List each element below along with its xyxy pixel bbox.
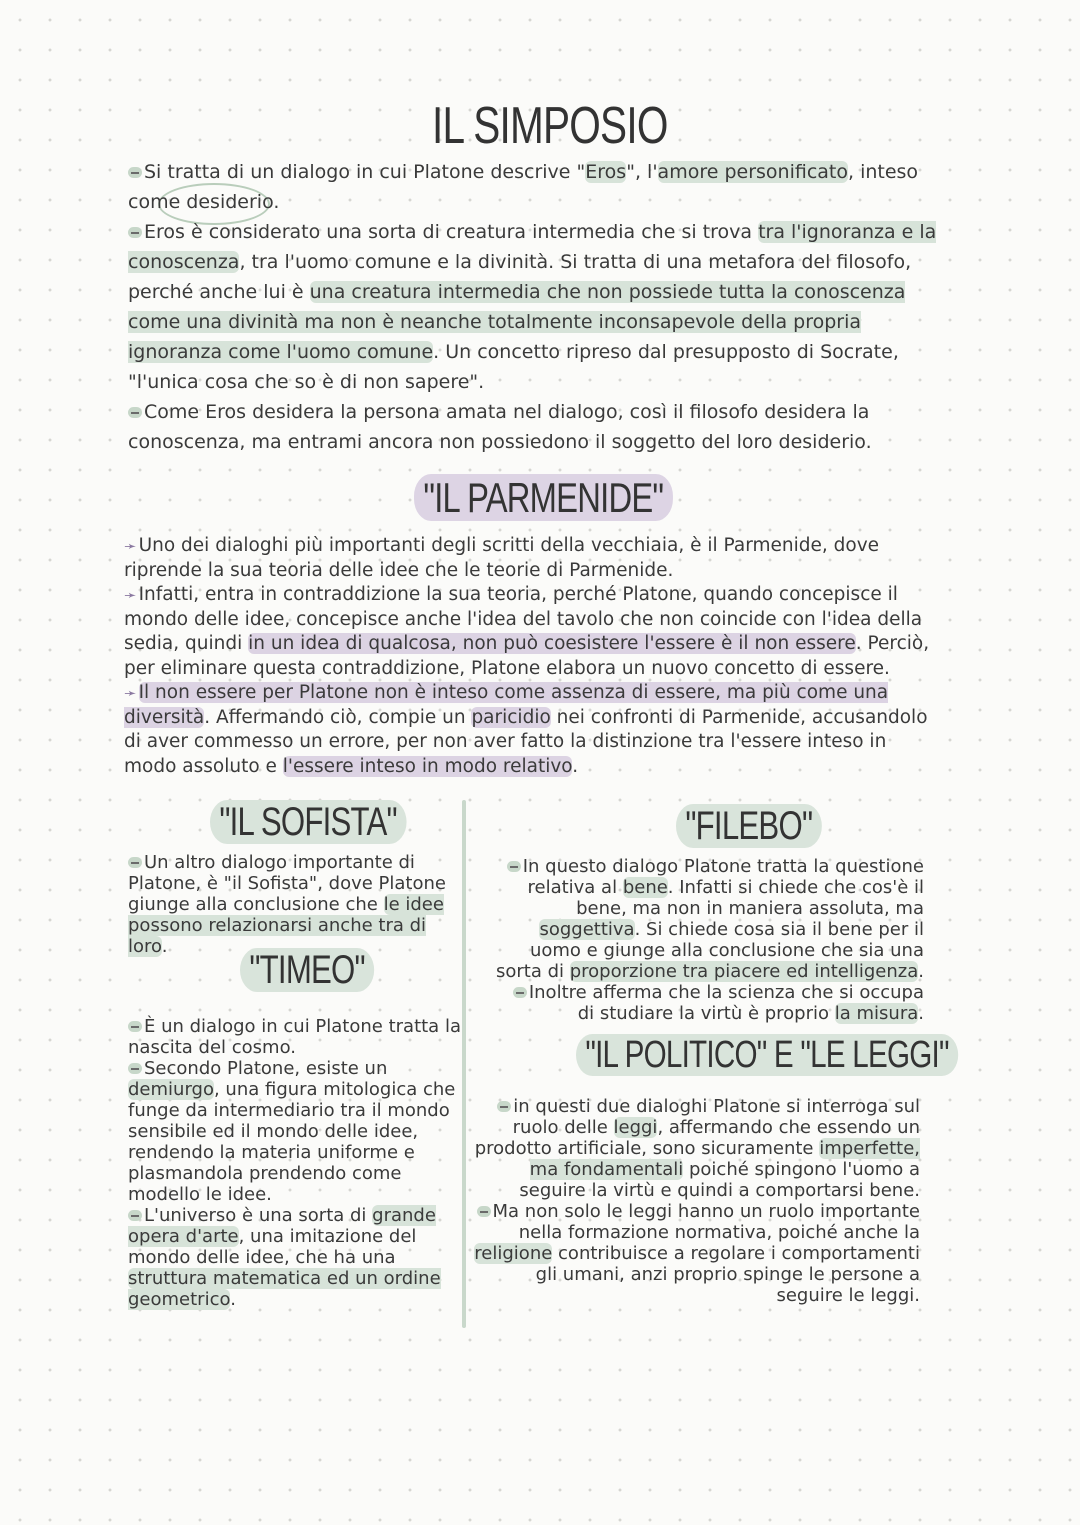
text: .: [572, 755, 579, 777]
highlight: la misura: [834, 1003, 919, 1024]
text: Inoltre afferma che la scienza che si occupa di studiare la virtù è proprio: [528, 982, 924, 1024]
text: nei confronti di Parmenide, accusandolo di aver commesso un errore, per non aver fatto la distinzione tra l'essere inteso in modo assoluto e: [124, 706, 928, 777]
timeo-section: [128, 1016, 462, 1310]
bullet-icon: [477, 1206, 491, 1217]
title-text: "TIMEO": [240, 948, 374, 992]
highlight: amore personificato: [657, 161, 848, 183]
text: , una figura mitologica che funge da intermediario tra il mondo sensibile ed il mondo delle idee, rendendo la materia uniforme e plasmandola prendendo come modello le idee.: [128, 1079, 456, 1205]
text: , una imitazione del mondo delle idee, che ha una: [128, 1226, 417, 1268]
text: , inteso come desiderio.: [128, 161, 919, 213]
bullet-icon: [497, 1101, 511, 1112]
text: .: [918, 1003, 924, 1024]
highlight: soggettiva: [539, 919, 635, 940]
highlight: in un idea di qualcosa, non può coesistere l'essere è il non essere: [248, 633, 856, 654]
bullet-icon: [128, 407, 142, 418]
title-simposio: IL SIMPOSIO: [432, 97, 668, 155]
bullet-icon: [128, 1063, 142, 1074]
arrow-icon: ➛: [124, 537, 137, 555]
text: . Affermando ciò, compie un: [204, 706, 472, 728]
highlight: Il non essere per Platone non è inteso come assenza di essere, ma più come una diversità: [124, 682, 889, 728]
highlight: demiurgo: [128, 1079, 214, 1100]
text: . Un concetto ripreso dal presupposto di Socrate, "l'unica cosa che so è di non sapere".: [128, 341, 899, 393]
highlight: struttura matematica ed un ordine geometrico: [128, 1268, 441, 1310]
bullet-icon: [128, 1021, 142, 1032]
text: .: [230, 1289, 236, 1310]
highlight: una creatura intermedia che non possiede tutta la conoscenza come una divinità ma non è neanche totalmente inconsapevole della propria ignoranza come l'uomo comune: [128, 281, 906, 363]
sofista-section: [128, 852, 448, 957]
timeo-paragraph-2: [128, 1058, 462, 1205]
simposio-paragraph-1: [128, 157, 938, 217]
simposio-paragraph-2: [128, 217, 938, 397]
column-divider: [462, 800, 466, 1328]
text: In questo dialogo Platone tratta la questione relativa al: [522, 856, 924, 898]
highlight: imperfette, ma fondamentali: [529, 1138, 920, 1180]
text: . Si chiede cosa sia il bene per il uomo e giunge alla conclusione che sia una sorta di: [495, 919, 924, 982]
highlight: paricidio: [471, 706, 551, 728]
bullet-icon: [513, 987, 527, 998]
text: Un altro dialogo importante di Platone, è "il Sofista", dove Platone giunge alla conclusione che: [128, 852, 446, 915]
text: , tra l'uomo comune e la divinità. Si tratta di una metafora del filosofo, perché anche lui è: [128, 251, 912, 303]
highlight: leggi: [613, 1117, 658, 1138]
bullet-icon: [128, 857, 142, 868]
text: Uno dei dialoghi più importanti degli scritti della vecchiaia, è il Parmenide, dove riprende la sua teoria delle idee che le teorie di Parmenide.: [124, 535, 880, 581]
highlight: proporzione tra piacere ed intelligenza: [569, 961, 919, 982]
highlight: religione: [474, 1243, 553, 1264]
text: Infatti, entra in contraddizione la sua teoria, perché Platone, quando concepisce il mondo delle idee, concepisce anche l'idea del tavolo che non coincide con l'idea della sedia, quindi: [124, 584, 923, 654]
filebo-paragraph-1: [492, 856, 924, 982]
bullet-icon: [128, 227, 142, 238]
parmenide-paragraph-3: [124, 681, 934, 779]
title-text: "FILEBO": [676, 804, 822, 848]
text: L'universo è una sorta di: [144, 1205, 373, 1226]
text: , affermando che essendo un prodotto artificiale, sono sicuramente: [474, 1117, 920, 1159]
title-filebo: [676, 804, 822, 849]
title-parmenide: [414, 474, 673, 522]
text: ", l': [626, 161, 658, 183]
sofista-paragraph-1: [128, 852, 448, 957]
highlight: l'essere inteso in modo relativo: [282, 755, 573, 777]
parmenide-paragraph-1: [124, 534, 934, 583]
text: Eros è considerato una sorta di creatura intermedia che si trova: [144, 221, 759, 243]
politico-paragraph-1: [474, 1096, 920, 1201]
timeo-paragraph-3: [128, 1205, 462, 1310]
text: È un dialogo in cui Platone tratta la nascita del cosmo.: [128, 1016, 461, 1058]
filebo-paragraph-2: [492, 982, 924, 1024]
highlight: tra l'ignoranza e la conoscenza: [128, 221, 937, 273]
bullet-icon: [128, 167, 142, 178]
text: in questi due dialoghi Platone si interroga sul ruolo delle: [512, 1096, 920, 1138]
highlight: grande opera d'arte: [128, 1205, 436, 1247]
text: .: [161, 936, 168, 957]
title-text: "IL PARMENIDE": [414, 474, 673, 521]
simposio-section: [128, 157, 938, 457]
text: Secondo Platone, esiste un: [144, 1058, 388, 1079]
title-politico-leggi: [576, 1034, 958, 1077]
text: Si tratta di un dialogo in cui Platone descrive ": [144, 161, 586, 183]
text: Ma non solo le leggi hanno un ruolo importante nella formazione normativa, poiché anche la: [492, 1201, 920, 1243]
text: .: [918, 961, 924, 982]
arrow-icon: ➛: [124, 586, 137, 604]
title-timeo: [240, 948, 374, 993]
arrow-icon: ➛: [124, 684, 137, 702]
timeo-paragraph-1: [128, 1016, 462, 1058]
politico-paragraph-2: [474, 1201, 920, 1306]
text: . Perciò, per eliminare questa contraddizione, Platone elabora un nuovo concetto di essere.: [124, 633, 930, 679]
bullet-icon: [507, 861, 521, 872]
text: contribuisce a regolare i comportamenti gli umani, anzi proprio spinge le persone a seguire le leggi.: [535, 1243, 920, 1306]
parmenide-section: [124, 534, 934, 779]
highlight: Eros: [585, 161, 627, 183]
filebo-section: [492, 856, 924, 1024]
highlight: le idee possono relazionarsi anche tra di loro: [128, 894, 444, 957]
text: Come Eros desidera la persona amata nel dialogo, così il filosofo desidera la conoscenza, ma entrami ancora non possiedono il soggetto del loro desiderio.: [128, 401, 872, 453]
highlight: bene: [622, 877, 668, 898]
simposio-paragraph-3: [128, 397, 938, 457]
title-text: "IL POLITICO" E "LE LEGGI": [576, 1034, 958, 1076]
text: . Infatti si chiede che cos'è il bene, ma non in maniera assoluta, ma: [576, 877, 924, 919]
bullet-icon: [128, 1210, 142, 1221]
title-sofista: [210, 800, 406, 845]
parmenide-paragraph-2: [124, 583, 934, 681]
title-text: "IL SOFISTA": [210, 800, 406, 844]
text: poiché spingono l'uomo a seguire la virtù e quindi a comportarsi bene.: [519, 1159, 920, 1201]
politico-section: [474, 1096, 920, 1306]
